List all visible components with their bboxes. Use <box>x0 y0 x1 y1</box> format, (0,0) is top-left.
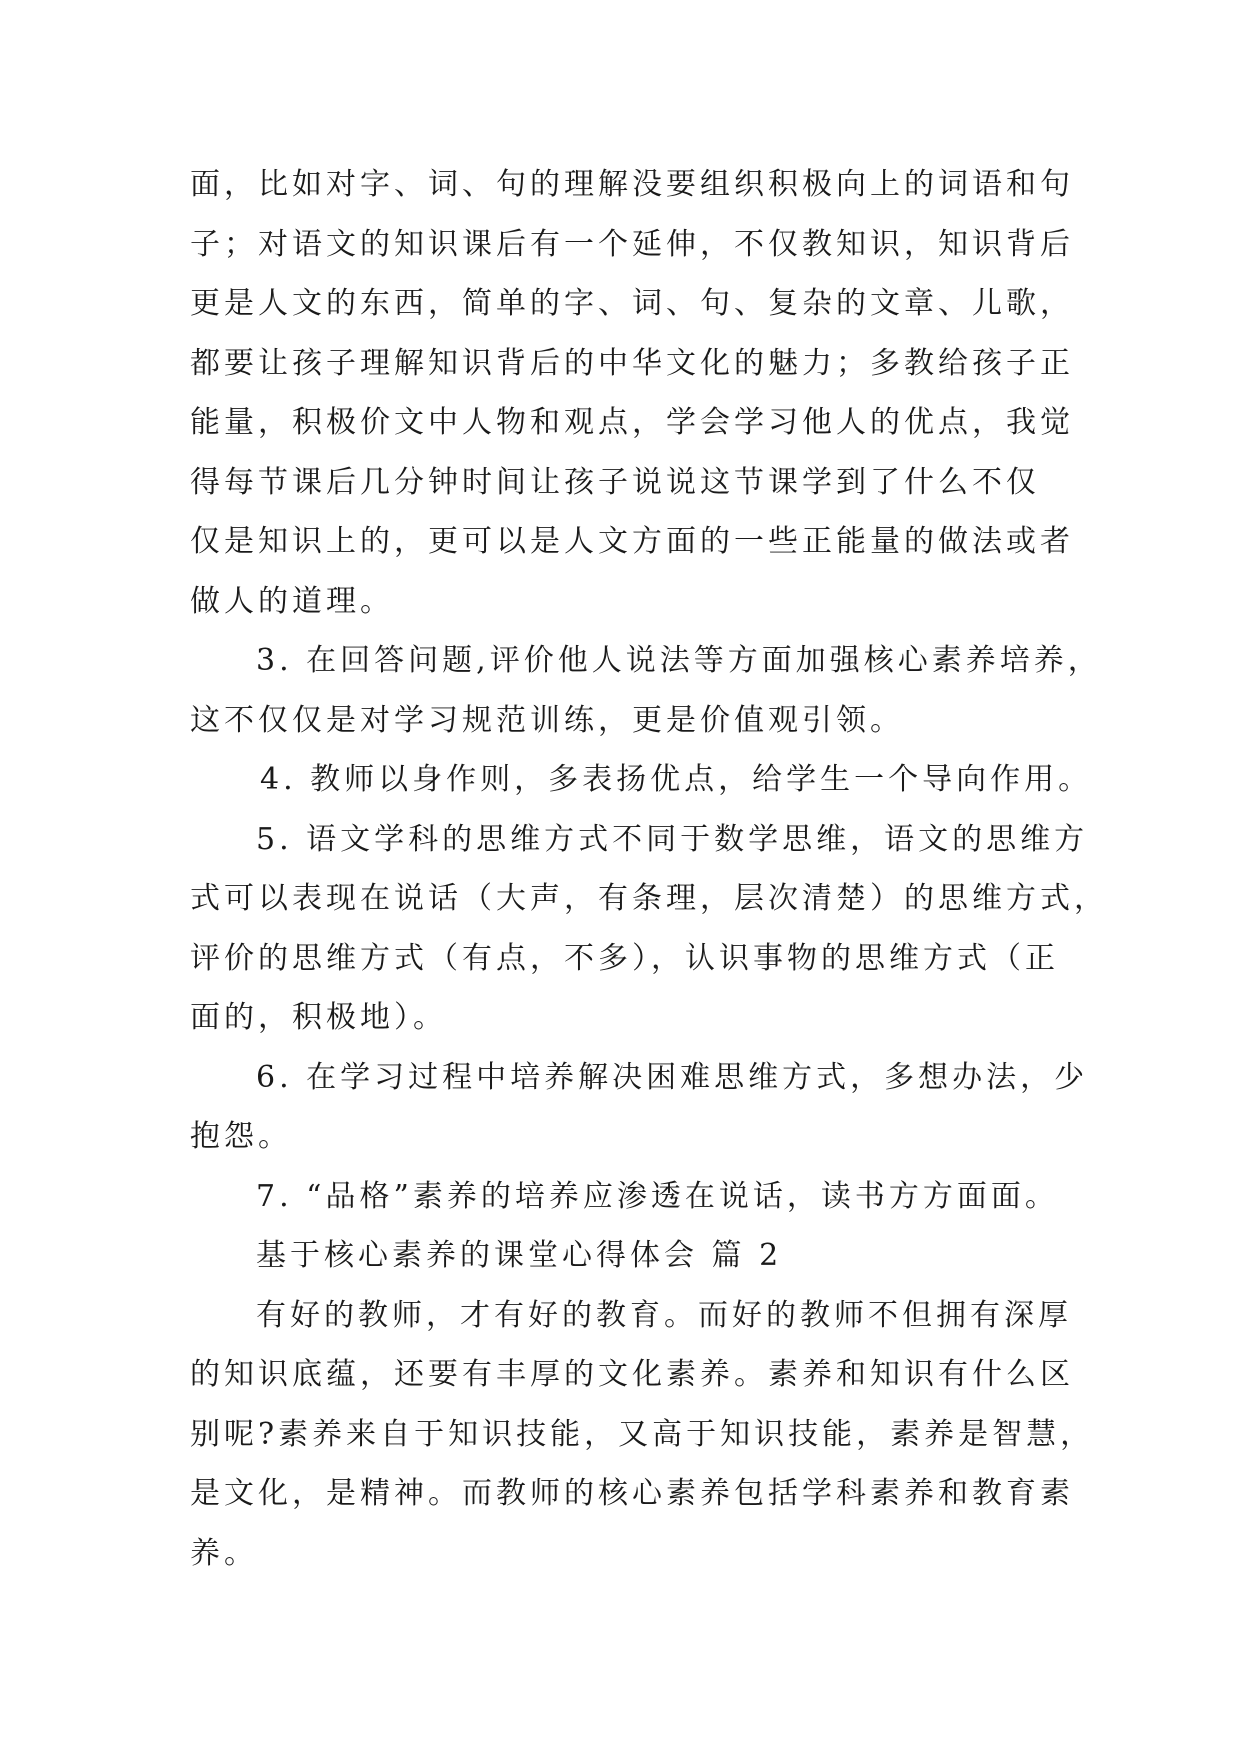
text-line: 别呢?素养来自于知识技能，又高于知识技能，素养是智慧， <box>190 1416 1095 1452</box>
text-line: 3. 在回答问题,评价他人说法等方面加强核心素养培养， <box>256 643 1102 678</box>
document-body <box>190 155 1108 1583</box>
text-line: 子；对语文的知识课后有一个延伸，不仅教知识，知识背后 <box>190 226 1074 262</box>
text-line: 抱怨。 <box>190 1119 292 1154</box>
text-line: 评价的思维方式（有点，不多），认识事物的思维方式（正 <box>190 940 1059 976</box>
text-line: 这不仅仅是对学习规范训练，更是价值观引领。 <box>190 702 904 738</box>
text-line: 4. 教师以身作则，多表扬优点，给学生一个导向作用。 <box>260 762 1093 797</box>
text-line: 都要让孩子理解知识背后的中华文化的魅力；多教给孩子正 <box>190 345 1074 381</box>
text-line: 养。 <box>190 1535 258 1571</box>
text-line: 有好的教师，才有好的教育。而好的教师不但拥有深厚 <box>256 1297 1072 1333</box>
paragraph-intro <box>190 1286 1095 1584</box>
paragraph-continued <box>190 155 1074 631</box>
list-item-3 <box>190 631 1102 750</box>
text-line: 6. 在学习过程中培养解决困难思维方式，多想办法，少 <box>256 1059 1089 1095</box>
section-heading <box>190 1226 1070 1286</box>
text-line: 仅是知识上的，更可以是人文方面的一些正能量的做法或者 <box>190 524 1074 559</box>
text-line: 更是人文的东西，简单的字、词、句、复杂的文章、儿歌， <box>190 286 1074 321</box>
text-line: 5. 语文学科的思维方式不同于数学思维，语文的思维方 <box>256 821 1089 857</box>
list-item-6 <box>190 1048 1089 1167</box>
text-line: 的知识底蕴，还要有丰厚的文化素养。素养和知识有什么区 <box>190 1357 1074 1392</box>
text-line: 式可以表现在说话（大声，有条理，层次清楚）的思维方式， <box>190 881 1108 916</box>
text-line: 面的，积极地）。 <box>190 1000 447 1035</box>
list-item-7 <box>190 1167 1070 1227</box>
text-line: 面，比如对字、词、句的理解没要组织积极向上的词语和句 <box>190 167 1074 202</box>
text-line: 是文化，是精神。而教师的核心素养包括学科素养和教育素 <box>190 1476 1074 1511</box>
text-line: 做人的道理。 <box>190 583 394 619</box>
list-item-5 <box>190 810 1108 1048</box>
text-line: 能量，积极价文中人物和观点，学会学习他人的优点，我觉 <box>190 405 1074 440</box>
heading-text: 基于核心素养的课堂心得体会 篇 2 <box>256 1238 783 1273</box>
text-line: 得每节课后几分钟时间让孩子说说这节课学到了什么不仅 <box>190 464 1040 500</box>
list-item-4 <box>190 750 1093 810</box>
text-line: 7. “品格”素养的培养应渗透在说话，读书方方面面。 <box>256 1178 1059 1214</box>
